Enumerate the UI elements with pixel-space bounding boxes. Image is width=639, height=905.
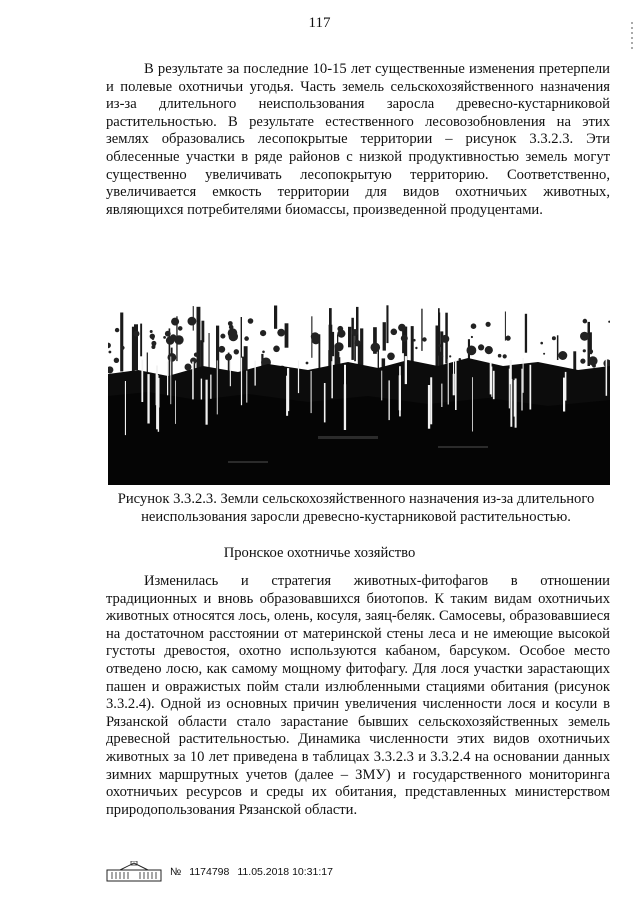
body-paragraph-2: Изменилась и стратегия животных-фитофагов в отношении традиционных и вновь образовавшихся биотопов. К таким видам охотничьих животных относятся лось, олень, косуля, заяц-беляк. Самосевы, образовавшиеся на достаточном расстоянии от материнской стены леса и не имеющие высокой густоты древостоя, охотно используются кабаном, барсуком. Особое место отведено лосю, как самому мощному фитофагу. Для лося участки зарастающих пашен и овражистых пойм стали излюбленными стациями обитания (рисунок 3.3.2.4). Одной из основных причин увеличения численности лося и косули в Рязанской области стало зарастание бывших сельскохозяйственных земель древесной растительностью. Динамика численности этих видов охотничьих животных за 10 лет приведена в таблицах 3.3.2.3 и 3.3.2.4 на основании данных зимних маршрутных учетов (далее – ЗМУ) и государственного мониторинга охотничьих ресурсов и среды их обитания, представленных министерством природопользования Рязанской области. xyxy=(106,573,610,818)
body-paragraph-1: В результате за последние 10-15 лет существенные изменения претерпели и полевые охотничьи угодья. Часть земель сельскохозяйственного назначения из-за длительного неиспользования заросла древесно-кустарниковой растительностью. В результате естественного лесовозобновления на этих землях образовались лесопокрытые территории – рисунок 3.3.2.3. Эти облесенные участки в ряде районов с низкой продуктивностью земель могут существенно увеличивать лесопокрытую территорию. Соответственно, увеличивается емкость территории для видов охотничьих животных, являющихся потребителями биомассы, произведенной продуцентами. xyxy=(106,61,610,218)
scan-edge-mark xyxy=(629,22,635,52)
birch-forest-photo xyxy=(108,296,610,485)
footer-timestamp: 11.05.2018 10:31:17 xyxy=(237,866,333,878)
section-heading: Пронское охотничье хозяйство xyxy=(223,545,416,561)
figure-caption: Рисунок 3.3.2.3. Земли сельскохозяйственного назначения из-за длительного неиспользования заросли древесно-кустарниковой растительностью. xyxy=(117,491,595,525)
building-seal-icon xyxy=(106,861,162,883)
footer-document-id: 1174798 xyxy=(189,866,230,878)
figure-photo-birch-forest xyxy=(108,296,610,485)
footer-number-sign: № xyxy=(170,866,182,878)
page-number: 117 xyxy=(308,15,331,31)
footer-stamp xyxy=(106,860,333,884)
